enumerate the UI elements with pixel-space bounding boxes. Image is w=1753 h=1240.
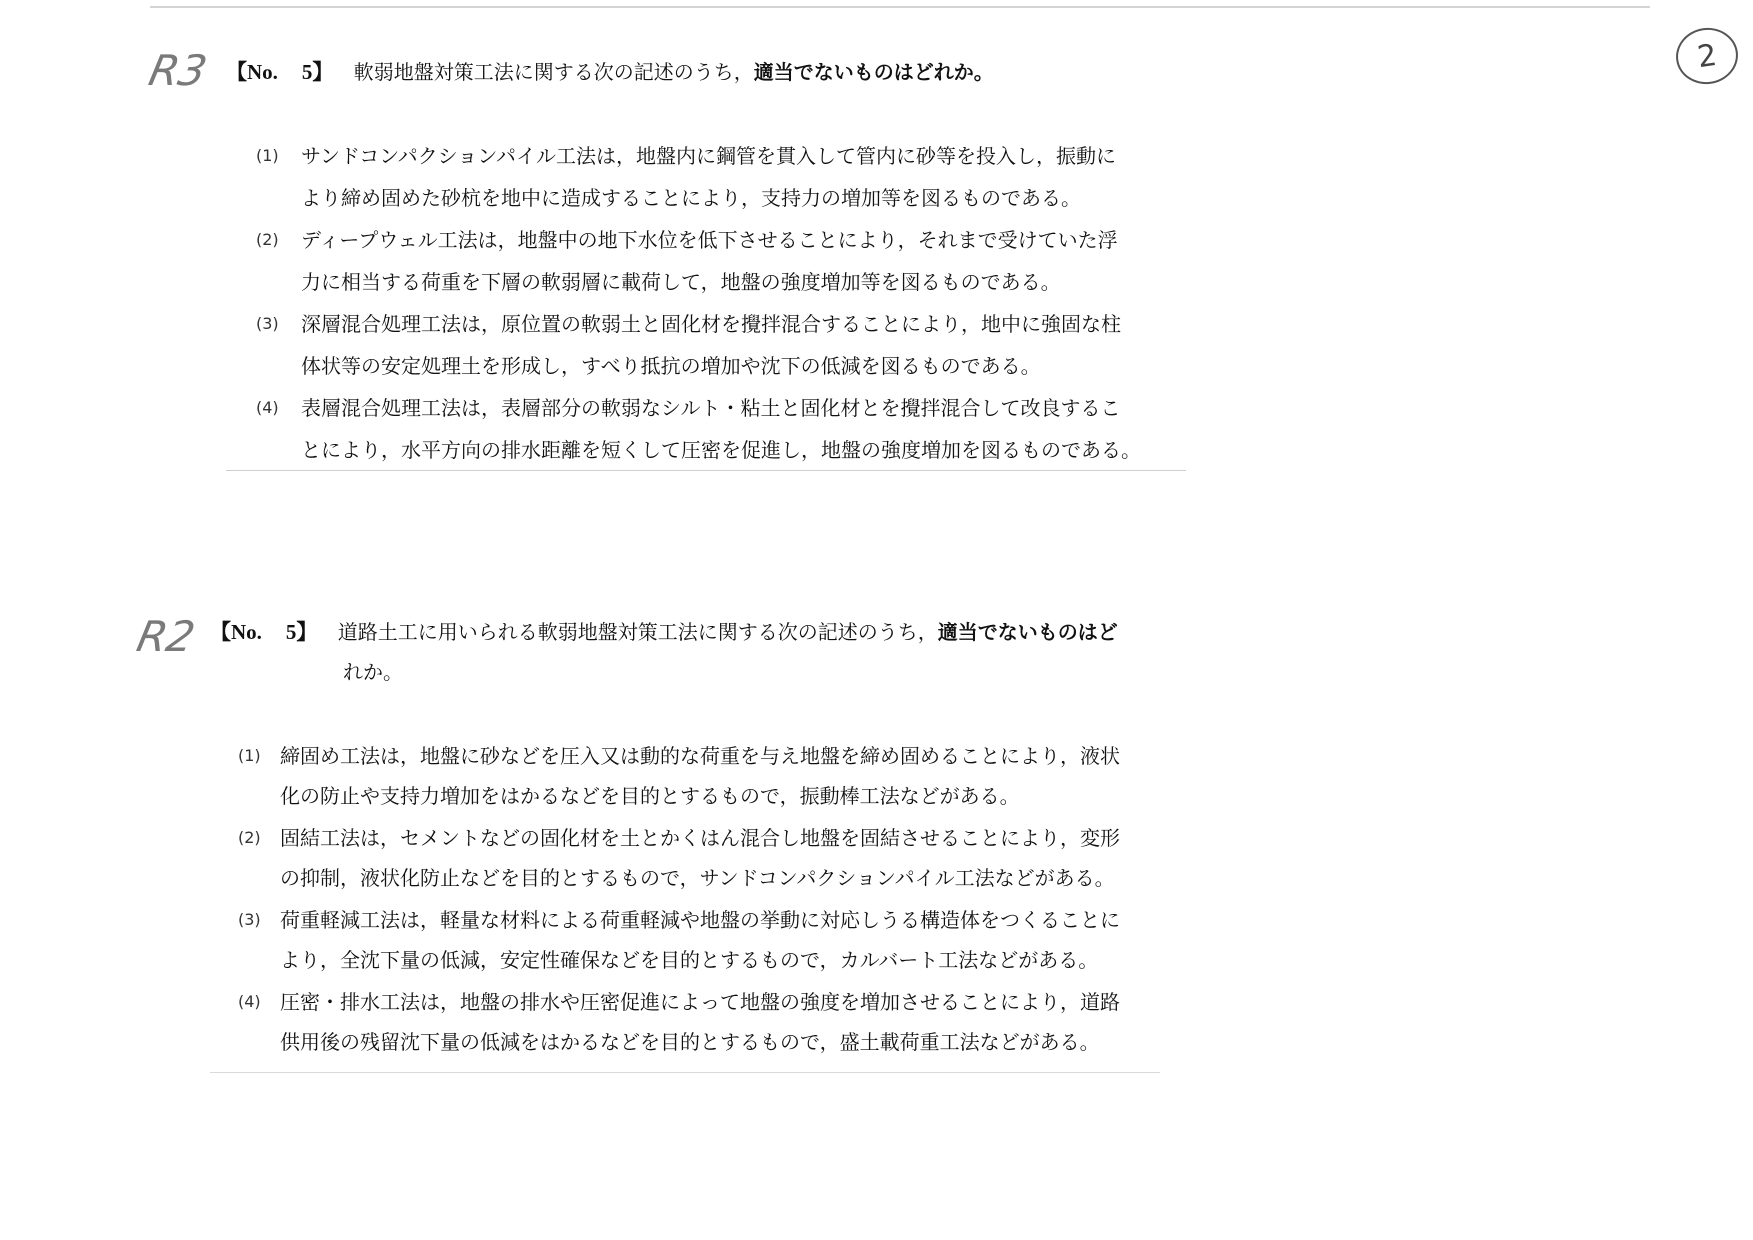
option-text-line: 締固め工法は，地盤に砂などを圧入又は動的な荷重を与え地盤を締め固めることにより，液状 [280, 744, 1120, 768]
question-header-r2 [210, 612, 1160, 652]
handwritten-mark-r3: R3 [144, 46, 212, 95]
option-number: (1) [256, 146, 279, 165]
option-text-line: 深層混合処理工法は，原位置の軟弱土と固化材を攪拌混合することにより，地中に強固な柱 [301, 312, 1121, 336]
scan-top-edge [150, 6, 1650, 8]
option-text-line: の抑制，液状化防止などを目的とするもので，サンドコンパクションパイル工法などがある。 [280, 866, 1115, 890]
handwritten-mark-r2: R2 [132, 612, 200, 661]
option-text-line: とにより，水平方向の排水距離を短くして圧密を促進し，地盤の強度増加を図るものである。 [301, 438, 1141, 462]
circled-page-number: 2 [1672, 24, 1741, 88]
question-number-r3: 【No. 5】 [226, 60, 334, 84]
option-number: (2) [256, 230, 279, 249]
option-text-line: より，全沈下量の低減，安定性確保などを目的とするもので，カルバート工法などがある。 [280, 948, 1099, 972]
option-text-line: 表層混合処理工法は，表層部分の軟弱なシルト・粘土と固化材とを攪拌混合して改良するこ [301, 396, 1121, 420]
option-number: (1) [238, 746, 261, 765]
question-block-r2 [210, 612, 1160, 1073]
question-text-r3: 軟弱地盤対策工法に関する次の記述のうち， [353, 60, 754, 84]
question-text-continuation-r2: れか。 [343, 660, 403, 684]
option-text-line: 圧密・排水工法は，地盤の排水や圧密促進によって地盤の強度を増加させることにより，道路 [280, 990, 1120, 1014]
question-emphasis-r2: 適当でないものはど [937, 620, 1118, 644]
question-emphasis-r3: 適当でないものはどれか。 [753, 60, 994, 84]
option-text-line: 体状等の安定処理土を形成し，すべり抵抗の増加や沈下の低減を図るものである。 [301, 354, 1041, 378]
option-text-line: 固結工法は，セメントなどの固化材を土とかくはん混合し地盤を固結させることにより，変形 [280, 826, 1120, 850]
option-number: (2) [238, 828, 261, 847]
option-text-line: より締め固めた砂杭を地中に造成することにより，支持力の増加等を図るものである。 [301, 186, 1081, 210]
option-text-line: 荷重軽減工法は，軽量な材料による荷重軽減や地盤の挙動に対応しうる構造体をつくることに [280, 908, 1120, 932]
option-text-line: サンドコンパクションパイル工法は，地盤内に鋼管を貫入して管内に砂等を投入し，振動に [301, 144, 1116, 168]
question-header-r3 [226, 52, 1186, 92]
option-text-line: 供用後の残留沈下量の低減をはかるなどを目的とするもので，盛土載荷重工法などがある。 [280, 1030, 1100, 1054]
option-number: (3) [256, 314, 279, 333]
option-number: (4) [256, 398, 279, 417]
option-text-line: 化の防止や支持力増加をはかるなどを目的とするもので，振動棒工法などがある。 [280, 784, 1020, 808]
option-text-line: 力に相当する荷重を下層の軟弱層に載荷して，地盤の強度増加等を図るものである。 [301, 270, 1061, 294]
option-text-line: ディープウェル工法は，地盤中の地下水位を低下させることにより，それまで受けていた浮 [301, 228, 1118, 252]
option-number: (4) [238, 992, 261, 1011]
option-number: (3) [238, 910, 261, 929]
question-text-r2: 道路土工に用いられる軟弱地盤対策工法に関する次の記述のうち， [337, 620, 938, 644]
question-number-r2: 【No. 5】 [210, 620, 318, 644]
question-block-r3 [226, 52, 1186, 471]
